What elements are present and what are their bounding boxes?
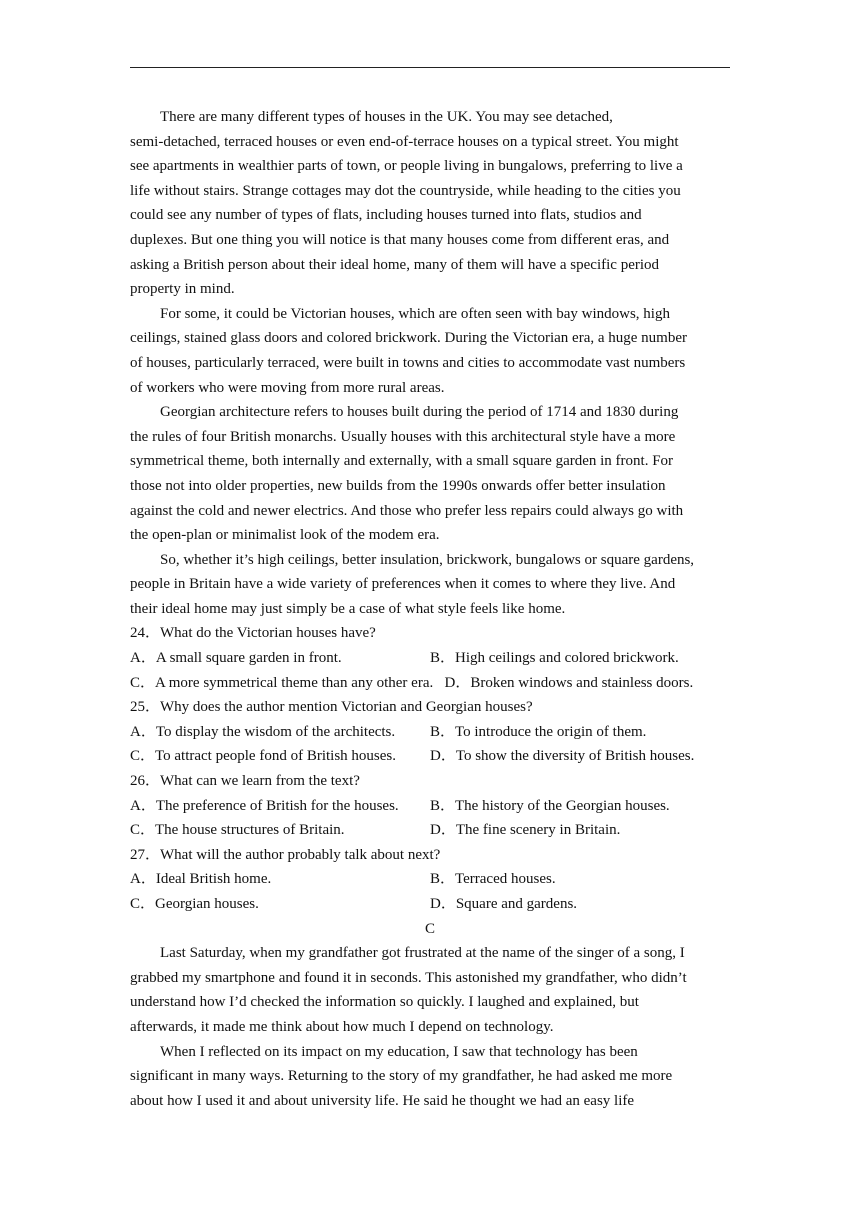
option-c: C．A more symmetrical theme than any other era. — [130, 674, 434, 691]
text-line: For some, it could be Victorian houses, which are often seen with bay windows, high — [160, 305, 670, 322]
text-line: duplexes. But one thing you will notice is that many houses come from different eras, and — [130, 231, 670, 248]
option-row — [130, 818, 730, 843]
text-line: asking a British person about their ideal home, many of them will have a specific period — [130, 256, 660, 273]
option-c: C．To attract people fond of British houses. — [130, 748, 396, 765]
page-content — [130, 105, 730, 1113]
text-line: see apartments in wealthier parts of town, or people living in bungalows, preferring to live a — [130, 158, 683, 175]
option-d: D．Broken windows and stainless doors. — [444, 674, 694, 691]
text-line: against the cold and newer electrics. And those who prefer less repairs could always go with — [130, 502, 684, 519]
text-line: There are many different types of houses in the UK. You may see detached, — [160, 109, 613, 125]
text-line: symmetrical theme, both internally and externally, with a small square garden in front. For — [130, 453, 674, 470]
text-line: Georgian architecture refers to houses built during the period of 1714 and 1830 during — [160, 404, 679, 421]
option-d: D．To show the diversity of British houses. — [430, 748, 695, 765]
text-line: property in mind. — [130, 281, 235, 298]
option-b: B．Terraced houses. — [430, 871, 556, 888]
text-line: semi-detached, terraced houses or even end-of-terrace houses on a typical street. You might — [130, 133, 679, 150]
question-stem: 25．Why does the author mention Victorian and Georgian houses? — [130, 699, 533, 716]
paragraph — [130, 400, 730, 548]
text-line: people in Britain have a wide variety of preferences when it comes to where they live. And — [130, 576, 676, 593]
option-c: C．Georgian houses. — [130, 896, 259, 912]
text-line: Last Saturday, when my grandfather got frustrated at the name of the singer of a song, I — [160, 945, 685, 962]
paragraph — [130, 302, 730, 400]
text-line: of workers who were moving from more rural areas. — [130, 379, 445, 396]
option-b: B．High ceilings and colored brickwork. — [430, 650, 679, 667]
section-heading: C — [424, 920, 435, 937]
text-line: of houses, particularly terraced, were built in towns and cities to accommodate vast numbers — [130, 354, 686, 371]
passage-c — [130, 917, 730, 1114]
option-row — [130, 671, 730, 696]
question-26 — [130, 769, 730, 843]
option-row — [130, 720, 730, 745]
text-line: about how I used it and about university life. He said he thought we had an easy life — [130, 1092, 635, 1109]
option-row — [130, 892, 730, 917]
text-line: grabbed my smartphone and found it in seconds. This astonished my grandfather, who didn’t — [130, 969, 687, 986]
option-a: A．The preference of British for the houses. — [130, 797, 399, 814]
text-line: their ideal home may just simply be a case of what style feels like home. — [130, 600, 566, 617]
paragraph — [130, 941, 730, 1039]
text-line: the open-plan or minimalist look of the modem era. — [130, 527, 440, 544]
text-line: understand how I’d checked the information so quickly. I laughed and explained, but — [130, 994, 639, 1011]
option-row — [130, 794, 730, 819]
text-line: could see any number of types of flats, including houses turned into flats, studios and — [130, 207, 642, 224]
option-a: A．To display the wisdom of the architects. — [130, 723, 396, 740]
passage-b — [130, 105, 730, 621]
text-line: those not into older properties, new builds from the 1990s onwards offer better insulation — [130, 477, 666, 494]
question-25 — [130, 695, 730, 769]
paragraph — [130, 105, 730, 302]
paragraph — [130, 1040, 730, 1114]
option-row — [130, 744, 730, 769]
option-row — [130, 867, 730, 892]
text-line: the rules of four British monarchs. Usually houses with this architectural style have a more — [130, 428, 676, 445]
header-rule — [130, 67, 730, 68]
option-row — [130, 646, 730, 671]
option-d: D．The fine scenery in Britain. — [430, 822, 621, 839]
question-stem: 26．What can we learn from the text? — [130, 773, 360, 790]
option-a: A．Ideal British home. — [130, 871, 272, 888]
question-stem: 24．What do the Victorian houses have? — [130, 625, 376, 642]
question-27 — [130, 843, 730, 917]
option-a: A．A small square garden in front. — [130, 650, 342, 667]
text-line: afterwards, it made me think about how much I depend on technology. — [130, 1018, 554, 1035]
text-line: significant in many ways. Returning to the story of my grandfather, he had asked me more — [130, 1068, 673, 1085]
option-d: D．Square and gardens. — [430, 896, 578, 912]
paragraph — [130, 548, 730, 622]
question-stem: 27．What will the author probably talk about next? — [130, 846, 441, 863]
option-b: B．To introduce the origin of them. — [430, 723, 647, 740]
option-b: B．The history of the Georgian houses. — [430, 797, 670, 814]
text-line: So, whether it’s high ceilings, better insulation, brickwork, bungalows or square gardens, — [160, 551, 695, 568]
option-c: C．The house structures of Britain. — [130, 822, 345, 839]
text-line: life without stairs. Strange cottages may dot the countryside, while heading to the cities you — [130, 182, 681, 199]
text-line: ceilings, stained glass doors and colored brickwork. During the Victorian era, a huge number — [130, 330, 687, 347]
text-line: When I reflected on its impact on my education, I saw that technology has been — [160, 1043, 638, 1060]
question-24 — [130, 621, 730, 695]
